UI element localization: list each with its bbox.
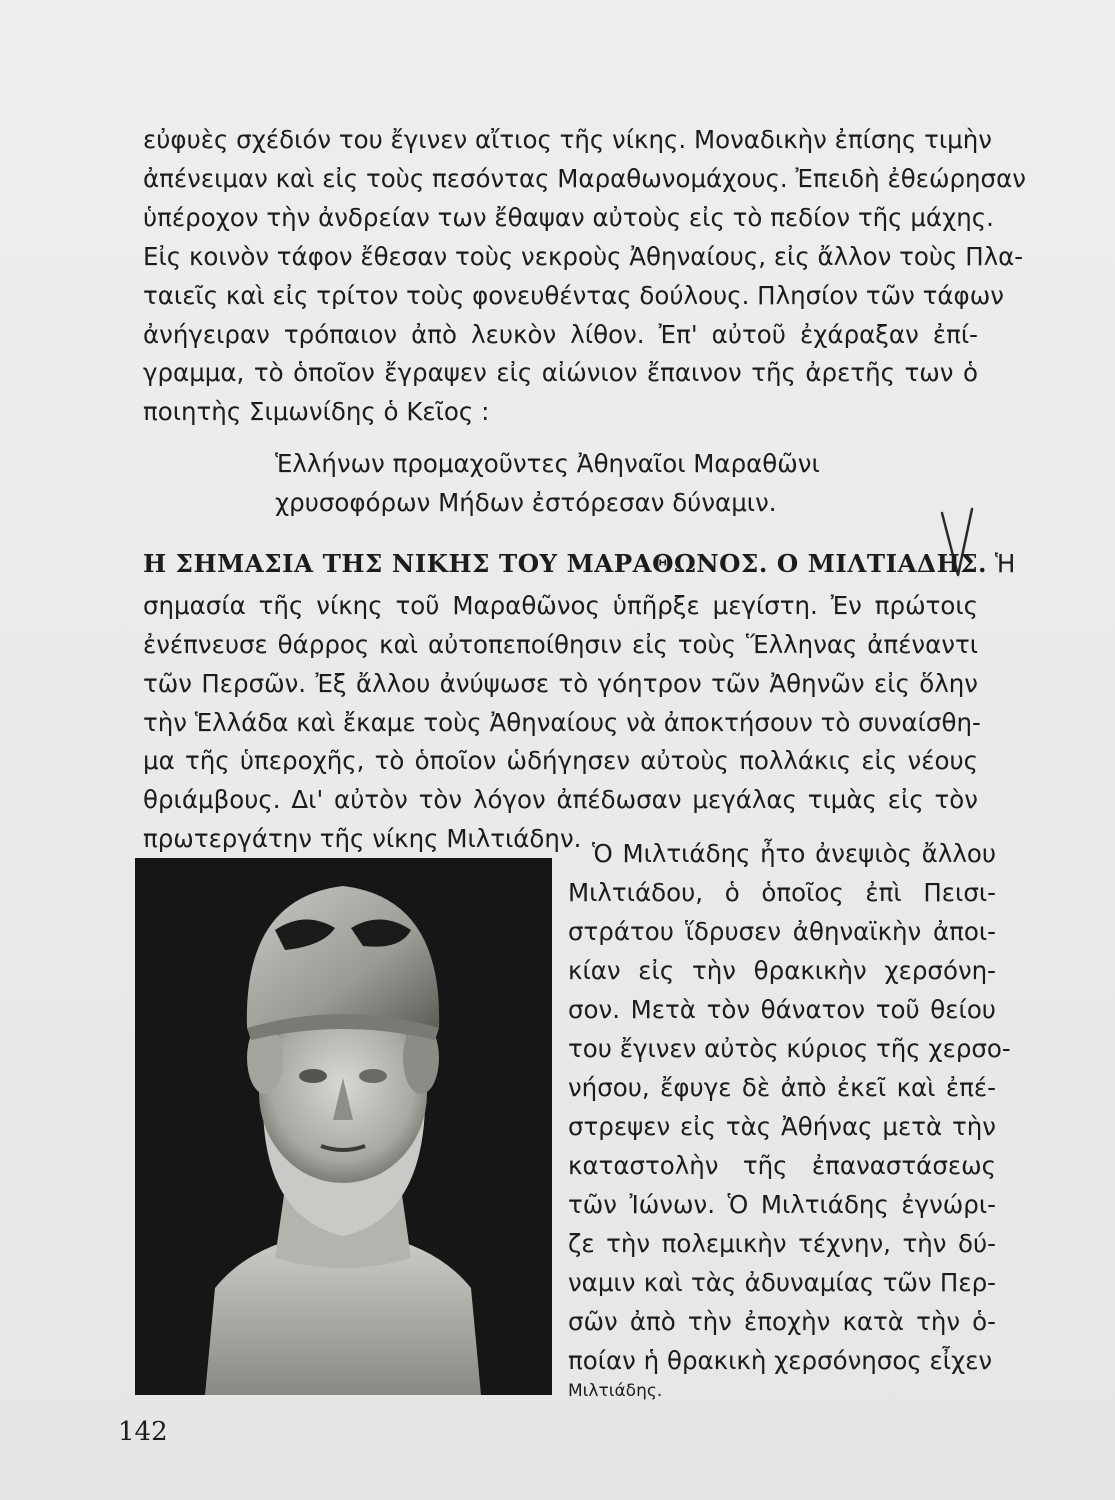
text-line: ἀπένειμαν καὶ εἰς τοὺς πεσόντας Μαραθωνομάχους. Ἐπειδὴ ἐθεώρησαν xyxy=(143,164,1026,193)
text-line: ὑπέροχον τὴν ἀνδρείαν των ἔθαψαν αὐτοὺς εἰς τὸ πεδίον τῆς μάχης. xyxy=(143,203,994,232)
text-line: στράτου ἵδρυσεν ἀθηναϊκὴν ἀποι- xyxy=(568,917,996,946)
text-line: στρεψεν εἰς τὰς Ἀθήνας μετὰ τὴν xyxy=(568,1112,996,1141)
text-line: σον. Μετὰ τὸν θάνατον τοῦ θείου xyxy=(568,995,996,1024)
section-heading-title: Η ΣΗΜΑΣΙΑ ΤΗΣ ΝΙΚΗΣ ΤΟΥ ΜΑΡΑΘΩΝΟΣ. Ο ΜΙΛΤΙΑΔΗΣ. xyxy=(143,549,988,578)
text-line: ποίαν ἡ θρακικὴ χερσόνησος εἶχεν xyxy=(568,1346,993,1375)
verse-line: Ἑλλήνων προμαχοῦντες Ἀθηναῖοι Μαραθῶνι xyxy=(275,449,820,478)
section-heading-tail: Ἡ xyxy=(994,549,1016,578)
text-line: σημασία τῆς νίκης τοῦ Μαραθῶνος ὑπῆρξε μεγίστη. Ἐν πρώτοις xyxy=(143,591,978,620)
text-line: Εἰς κοινὸν τάφον ἔθεσαν τοὺς νεκροὺς Ἀθηναίους, εἰς ἄλλον τοὺς Πλα- xyxy=(143,242,1024,271)
bust-illustration xyxy=(135,858,552,1395)
text-line: νήσου, ἔφυγε δὲ ἀπὸ ἐκεῖ καὶ ἐπέ- xyxy=(568,1073,996,1102)
text-line: Μιλτιάδου, ὁ ὁποῖος ἐπὶ Πεισι- xyxy=(568,878,996,907)
section-heading xyxy=(143,548,1016,580)
text-line: μα τῆς ὑπεροχῆς, τὸ ὁποῖον ὡδήγησεν αὐτοὺς πολλάκις εἰς νέους xyxy=(143,746,978,775)
text-line: ζε τὴν πολεμικὴν τέχνην, τὴν δύ- xyxy=(568,1229,996,1258)
text-line: πρωτεργάτην τῆς νίκης Μιλτιάδην. xyxy=(143,824,582,853)
text-line: τὴν Ἑλλάδα καὶ ἔκαμε τοὺς Ἀθηναίους νὰ ἀποκτήσουν τὸ συναίσθη- xyxy=(143,708,981,737)
text-line: τῶν Ἰώνων. Ὁ Μιλτιάδης ἐγνώρι- xyxy=(568,1190,996,1219)
text-line: γραμμα, τὸ ὁποῖον ἔγραψεν εἰς αἰώνιον ἔπαινον τῆς ἀρετῆς των ὁ xyxy=(143,358,978,387)
text-line: κίαν εἰς τὴν θρακικὴν χερσόνη- xyxy=(568,956,996,985)
text-line: ἀνήγειραν τρόπαιον ἀπὸ λευκὸν λίθον. Ἐπ' αὐτοῦ ἐχάραξαν ἐπί- xyxy=(143,320,978,349)
verse-line: χρυσοφόρων Μήδων ἐστόρεσαν δύναμιν. xyxy=(275,488,777,517)
text-line: ναμιν καὶ τὰς ἀδυναμίας τῶν Περ- xyxy=(568,1268,996,1297)
text-line: τῶν Περσῶν. Ἐξ ἄλλου ἀνύψωσε τὸ γόητρον τῶν Ἀθηνῶν εἰς ὅλην xyxy=(143,669,978,698)
miltiades-bust-photo xyxy=(135,858,552,1395)
text-line: του ἔγινεν αὐτὸς κύριος τῆς χερσο- xyxy=(568,1034,1011,1063)
photo-caption: Μιλτιάδης. xyxy=(568,1381,663,1401)
text-line: καταστολὴν τῆς ἐπαναστάσεως xyxy=(568,1151,996,1180)
text-line: ἐνέπνευσε θάρρος καὶ αὐτοπεποίθησιν εἰς τοὺς Ἕλληνας ἀπέναντι xyxy=(143,630,978,659)
text-line: ποιητὴς Σιμωνίδης ὁ Κεῖος : xyxy=(143,397,490,426)
text-line: θριάμβους. Δι' αὐτὸν τὸν λόγον ἀπέδωσαν μεγάλας τιμὰς εἰς τὸν xyxy=(143,785,978,814)
text-line: Ὁ Μιλτιάδης ἦτο ἀνεψιὸς ἄλλου xyxy=(592,839,996,868)
text-line: ταιεῖς καὶ εἰς τρίτον τοὺς φονευθέντας δούλους. Πλησίον τῶν τάφων xyxy=(143,281,1004,310)
page-number: 142 xyxy=(118,1417,168,1447)
text-line: σῶν ἀπὸ τὴν ἐποχὴν κατὰ τὴν ὁ- xyxy=(568,1307,996,1336)
text-line: εὐφυὲς σχέδιόν του ἔγινεν αἴτιος τῆς νίκης. Μοναδικὴν ἐπίσης τιμὴν xyxy=(143,125,992,154)
